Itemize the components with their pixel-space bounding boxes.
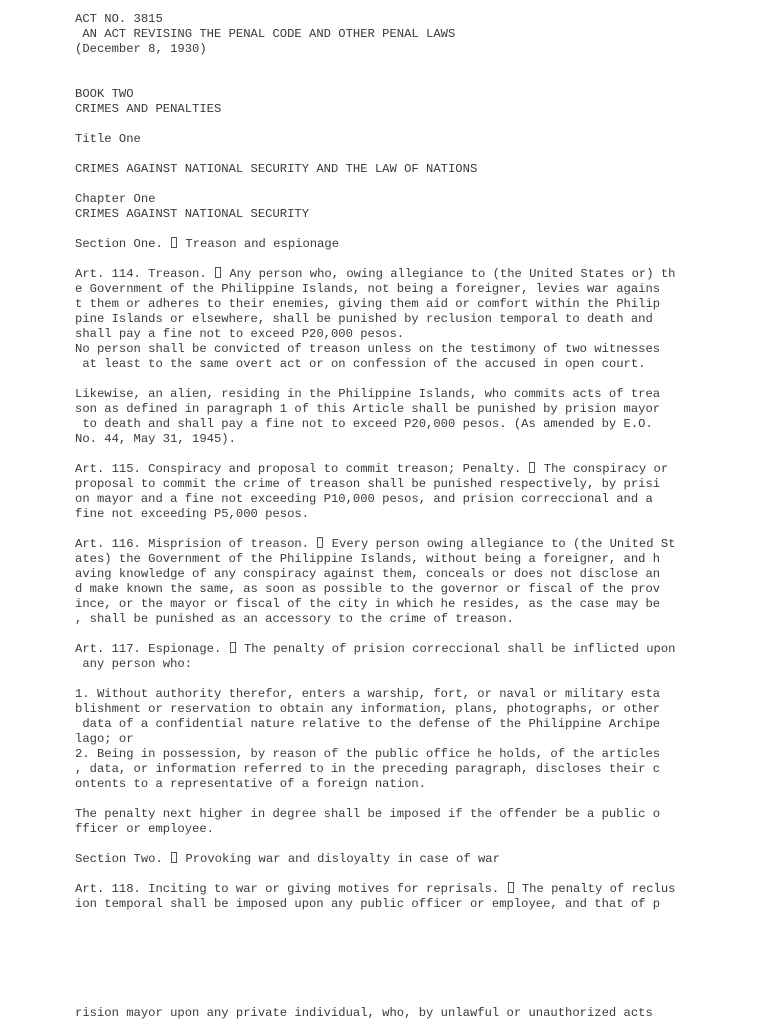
article-116-first-line: Art. 116. Misprision of treason. Every person owing allegiance to (the United St	[75, 537, 676, 551]
article-114-line: t them or adheres to their enemies, giving them aid or comfort within the Philip	[75, 297, 661, 311]
chapter-title: CRIMES AGAINST NATIONAL SECURITY	[75, 207, 310, 221]
title-one-label: Title One	[75, 132, 141, 146]
missing-glyph-icon	[171, 852, 177, 863]
article-118	[75, 882, 715, 912]
chapter-number: Chapter One	[75, 192, 156, 206]
article-117	[75, 642, 715, 672]
list-item-line: lago; or	[75, 732, 134, 746]
article-115-line: proposal to commit the crime of treason shall be punished respectively, by prisi	[75, 477, 661, 491]
book-title: CRIMES AND PENALTIES	[75, 102, 222, 116]
list-item-line: , data, or information referred to in the preceding paragraph, discloses their c	[75, 762, 661, 776]
paragraph-line: Likewise, an alien, residing in the Philippine Islands, who commits acts of trea	[75, 387, 661, 401]
article-114-line: at least to the same overt act or on confession of the accused in open court.	[75, 357, 646, 371]
act-number: ACT NO. 3815	[75, 12, 163, 26]
article-115-first-line: Art. 115. Conspiracy and proposal to commit treason; Penalty. The conspiracy or	[75, 462, 669, 476]
missing-glyph-icon	[230, 642, 236, 653]
chapter-heading	[75, 192, 715, 222]
section-two-heading: Section Two. Provoking war and disloyalty in case of war	[75, 852, 500, 866]
article-114-alien-paragraph	[75, 387, 715, 447]
article-118-line: ion temporal shall be imposed upon any public officer or employee, and that of p	[75, 897, 661, 911]
list-item-line: 2. Being in possession, by reason of the public office he holds, of the articles	[75, 747, 661, 761]
act-title: AN ACT REVISING THE PENAL CODE AND OTHER PENAL LAWS	[75, 27, 456, 41]
paragraph-line: fficer or employee.	[75, 822, 214, 836]
book-heading	[75, 87, 715, 117]
article-117-items	[75, 687, 715, 792]
article-115-line: on mayor and a fine not exceeding P10,000 pesos, and prision correccional and a	[75, 492, 653, 506]
act-header	[75, 12, 715, 57]
article-116-line: ince, or the mayor or fiscal of the city in which he resides, as the case may be	[75, 597, 661, 611]
paragraph-line: son as defined in paragraph 1 of this Article shall be punished by prision mayor	[75, 402, 661, 416]
article-114-line: No person shall be convicted of treason unless on the testimony of two witnesses	[75, 342, 661, 356]
missing-glyph-icon	[215, 267, 221, 278]
act-date: (December 8, 1930)	[75, 42, 207, 56]
paragraph-line: The penalty next higher in degree shall be imposed if the offender be a public o	[75, 807, 661, 821]
article-114-line: pine Islands or elsewhere, shall be punished by reclusion temporal to death and	[75, 312, 653, 326]
list-item-line: blishment or reservation to obtain any information, plans, photographs, or other	[75, 702, 661, 716]
article-117-first-line: Art. 117. Espionage. The penalty of prision correccional shall be inflicted upon	[75, 642, 676, 656]
paragraph-line: to death and shall pay a fine not to exceed P20,000 pesos. (As amended by E.O.	[75, 417, 653, 431]
section-one-heading: Section One. Treason and espionage	[75, 237, 340, 251]
next-page-first-line: rision mayor upon any private individual, who, by unlawful or unauthorized acts	[75, 1006, 653, 1020]
article-116	[75, 537, 715, 627]
article-118-first-line: Art. 118. Inciting to war or giving motives for reprisals. The penalty of reclus	[75, 882, 676, 896]
paragraph-line: No. 44, May 31, 1945).	[75, 432, 236, 446]
missing-glyph-icon	[529, 462, 535, 473]
article-115-line: fine not exceeding P5,000 pesos.	[75, 507, 310, 521]
article-114-line: e Government of the Philippine Islands, not being a foreigner, levies war agains	[75, 282, 661, 296]
title-one-heading: CRIMES AGAINST NATIONAL SECURITY AND THE LAW OF NATIONS	[75, 162, 478, 176]
book-number: BOOK TWO	[75, 87, 134, 101]
list-item-line: 1. Without authority therefor, enters a warship, fort, or naval or military esta	[75, 687, 661, 701]
article-116-line: d make known the same, as soon as possible to the governor or fiscal of the prov	[75, 582, 661, 596]
document-body	[75, 12, 715, 912]
article-116-line: , shall be punished as an accessory to the crime of treason.	[75, 612, 514, 626]
penalty-higher-paragraph	[75, 807, 715, 837]
article-114-first-line: Art. 114. Treason. Any person who, owing allegiance to (the United States or) th	[75, 267, 676, 281]
article-116-line: ates) the Government of the Philippine Islands, without being a foreigner, and h	[75, 552, 661, 566]
article-114	[75, 267, 715, 372]
missing-glyph-icon	[508, 882, 514, 893]
article-116-line: aving knowledge of any conspiracy against them, conceals or does not disclose an	[75, 567, 661, 581]
list-item-line: ontents to a representative of a foreign nation.	[75, 777, 427, 791]
article-115	[75, 462, 715, 522]
article-114-line: shall pay a fine not to exceed P20,000 pesos.	[75, 327, 405, 341]
missing-glyph-icon	[171, 237, 177, 248]
list-item-line: data of a confidential nature relative to the defense of the Philippine Archipe	[75, 717, 661, 731]
article-117-line: any person who:	[75, 657, 193, 671]
missing-glyph-icon	[317, 537, 323, 548]
